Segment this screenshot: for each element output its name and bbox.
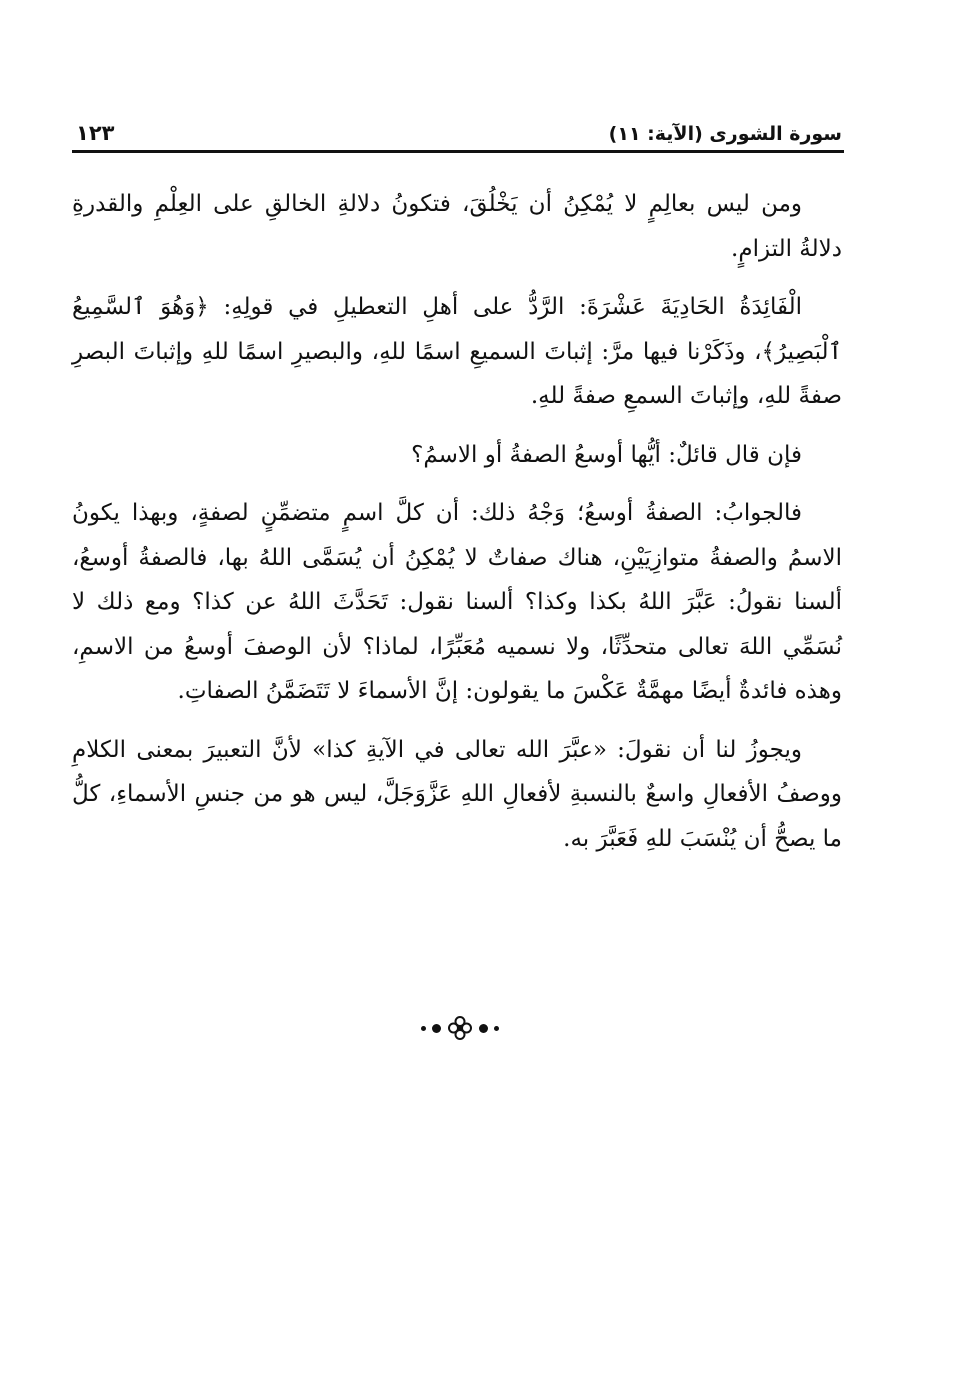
header-rule (72, 150, 844, 153)
paragraph-2: الْفَائِدَةُ الحَادِيَةَ عَشْرَةَ: الرَّدُّ على أهلِ التعطيلِ في قولِهِ: ﴿وَهُوَ ٱلسَّمِيعُ ٱلْبَصِيرُ﴾، وذَكَرْنا فيها مرَّ: إثباتَ السميعِ اسمًا للهِ، والبصيرِ اسمًا للهِ وإثباتَ البصرِ صفةً للهِ، وإثباتَ السمعِ صفةً للهِ. (72, 294, 842, 409)
page-header (76, 112, 842, 148)
floral-separator-icon (447, 1015, 473, 1041)
dot-icon (432, 1024, 441, 1033)
dot-icon (421, 1026, 426, 1031)
paragraph-5: ويجوزُ لنا أن نقولَ: «عبَّرَ الله تعالى في الآيةِ كذا» لأنَّ التعبيرَ بمعنى الكلامِ ووصفُ الأفعالِ واسعٌ بالنسبةِ لأفعالِ اللهِ عَزَّوَجَلَّ، ليس هو من جنسِ الأسماءِ، كلُّ ما يصحُّ أن يُنْسَبَ للهِ فَعَبَّرَ به. (72, 736, 842, 852)
paragraph-1: ومن ليس بعالِمٍ لا يُمْكِنُ أن يَخْلُقَ، فتكونُ دلالةِ الخالقِ على العِلْمِ والقدرةِ دلالةُ التزامٍ. (72, 191, 842, 262)
paragraph-3: فإن قال قائلٌ: أيُّها أوسعُ الصفةُ أو الاسمُ؟ (411, 441, 802, 468)
paragraph-4: فالجوابُ: الصفةُ أوسعُ؛ وَجْهُ ذلك: أن كلَّ اسمٍ متضمِّنٍ لصفةٍ، وبهذا يكونُ الاسمُ والصفةُ متوازِيَيْنِ، هناك صفاتٌ لا يُمْكِنُ أن يُسَمَّى اللهُ بها، فالصفةُ أوسعُ، ألسنا نقولُ: عَبَّرَ اللهُ بكذا وكذا؟ ألسنا نقول: تَحَدَّثَ اللهُ عن كذا؟ ومع ذلك لا نُسَمِّي اللهَ تعالى متحدِّثًا، ولا نسميه مُعَبِّرًا، لماذا؟ لأن الوصفَ أوسعُ من الاسمِ، وهذه فائدةٌ أيضًا مهمَّةٌ عَكْسَ ما يقولون: إنَّ الأسماءَ لا تَتَضَمَّنُ الصفاتِ. (72, 500, 842, 704)
body-text (72, 182, 842, 875)
section-ornament (400, 1012, 520, 1044)
dot-icon (479, 1024, 488, 1033)
running-head: سورة الشورى (الآية: ١١) (608, 123, 842, 145)
page-number: ١٢٣ (76, 121, 115, 145)
dot-icon (494, 1026, 499, 1031)
